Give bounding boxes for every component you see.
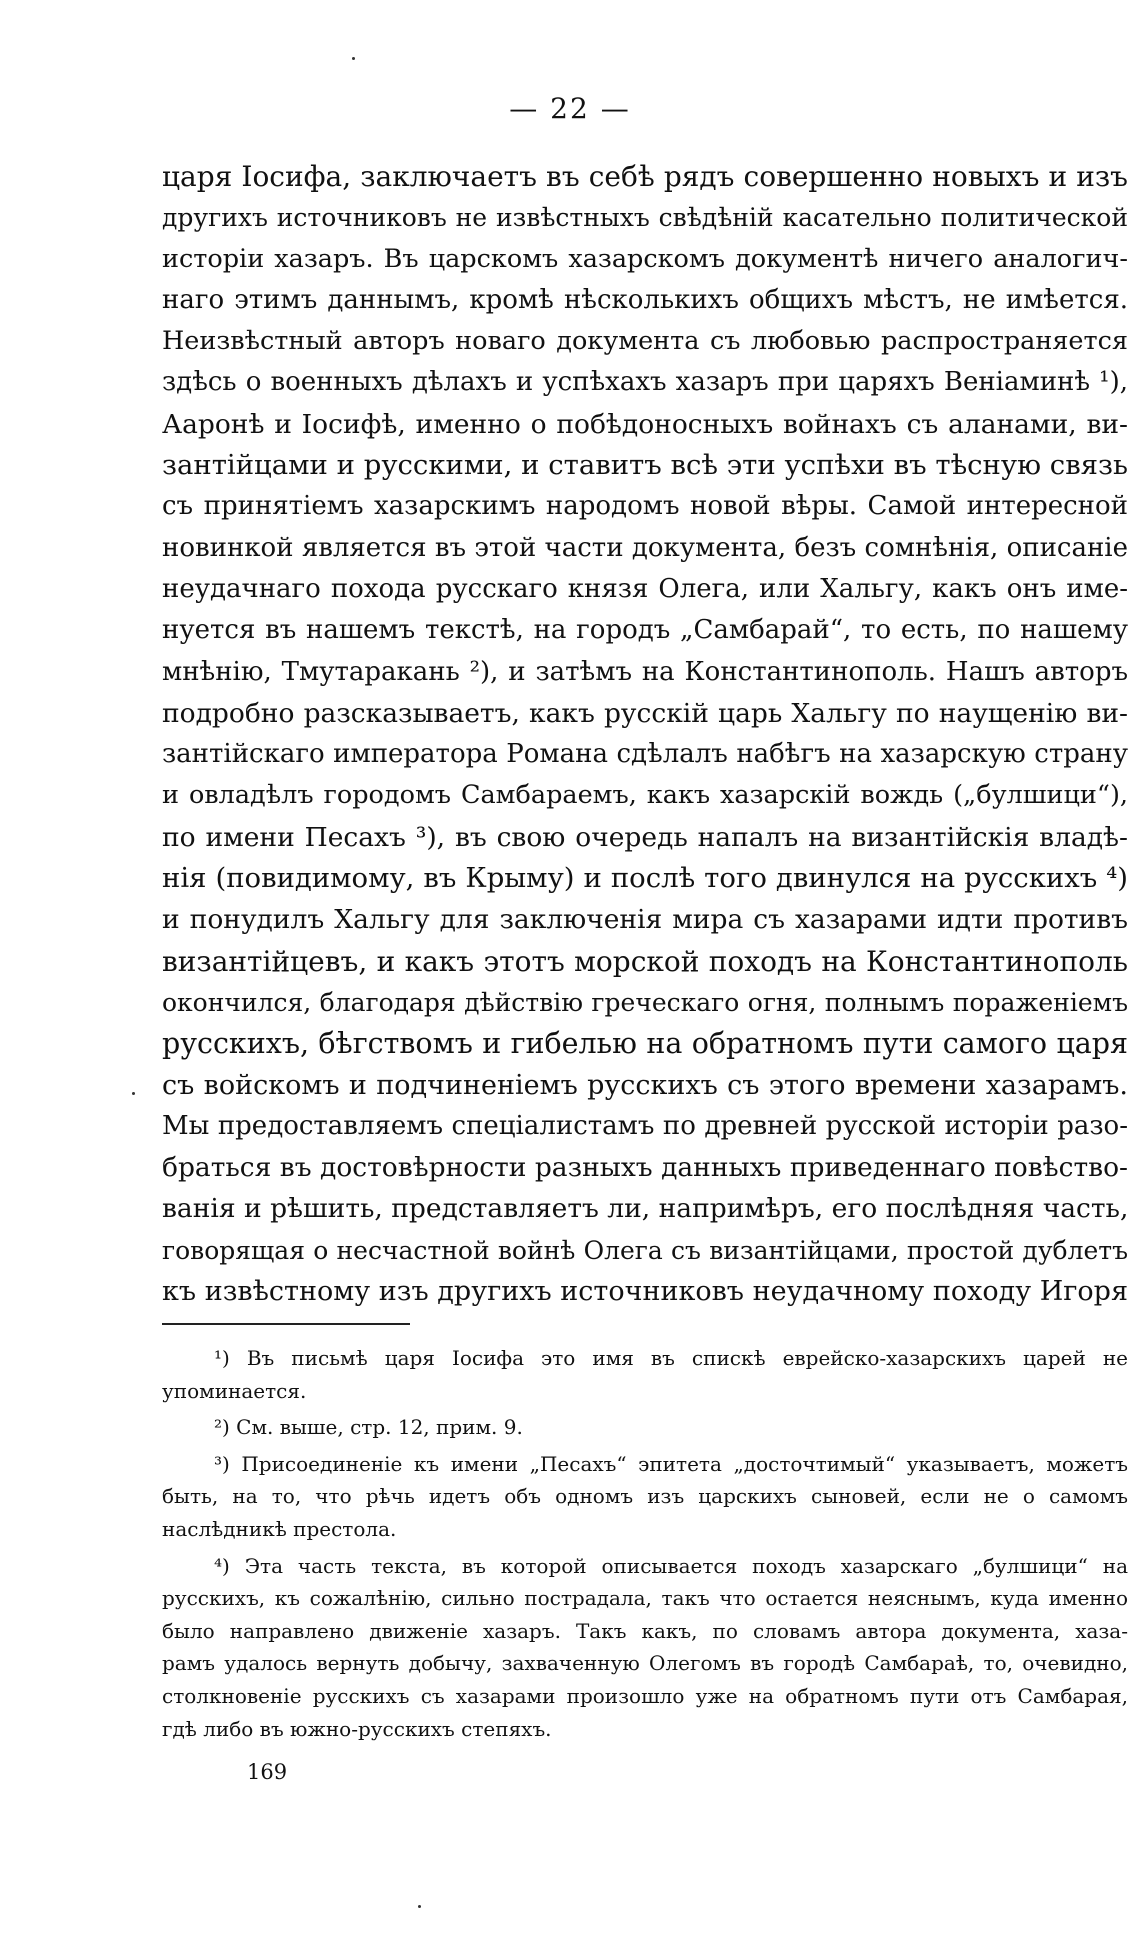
body-line: Ааронѣ и Іосифѣ, именно о побѣдоносныхъ войнахъ съ аланами, ви- — [162, 408, 1128, 440]
body-line: неудачнаго похода русскаго князя Олега, или Хальгу, какъ онъ име- — [162, 573, 1128, 604]
body-line: нуется въ нашемъ текстѣ, на городъ „Самбарай“, то есть, по нашему — [162, 615, 1128, 646]
body-line: исторіи хазаръ. Въ царскомъ хазарскомъ документѣ ничего аналогич- — [162, 243, 1128, 274]
footnote-line: столкновеніе русскихъ съ хазарами произошло уже на обратномъ пути отъ Самбарая, — [162, 1683, 1128, 1708]
body-line: царя Іосифа, заключаетъ въ себѣ рядъ совершенно новыхъ и изъ — [162, 160, 1128, 193]
body-line: новинкой является въ этой части документа, безъ сомнѣнія, описаніе — [162, 532, 1128, 563]
footnote-line: наслѣдникѣ престола. — [162, 1516, 397, 1541]
body-text — [162, 156, 1128, 1312]
body-line: зантійцами и русскими, и ставитъ всѣ эти успѣхи въ тѣсную связь — [162, 449, 1128, 482]
body-line: наго этимъ даннымъ, кромѣ нѣсколькихъ общихъ мѣстъ, не имѣется. — [162, 284, 1128, 315]
body-line: окончился, благодаря дѣйствію греческаго огня, полнымъ пораженіемъ — [162, 987, 1128, 1017]
footnote-line: ⁴) Эта часть текста, въ которой описывается походъ хазарскаго „булшици“ на — [214, 1553, 1128, 1578]
footnote-line: рамъ удалось вернуть добычу, захваченную Олегомъ въ городѣ Самбараѣ, то, очевидно, — [162, 1651, 1128, 1676]
footnotes — [162, 1342, 1128, 1749]
body-line: браться въ достовѣрности разныхъ данныхъ приведеннаго повѣство- — [162, 1152, 1128, 1184]
footnote-line: ¹) Въ письмѣ царя Іосифа это имя въ спискѣ еврейско-хазарскихъ царей не — [214, 1346, 1128, 1370]
body-line: съ войскомъ и подчиненіемъ русскихъ съ этого времени хазарамъ. — [162, 1069, 1128, 1101]
footnote-line: ²) См. выше, стр. 12, прим. 9. — [214, 1415, 523, 1440]
footnote-line: гдѣ либо въ южно-русскихъ степяхъ. — [162, 1716, 552, 1741]
body-line: по имени Песахъ ³), въ свою очередь напалъ на византійскія владѣ- — [162, 821, 1128, 853]
body-line: мнѣнію, Тмутаракань ²), и затѣмъ на Константинополь. Нашъ авторъ — [162, 656, 1128, 687]
footnote-line: русскихъ, къ сожалѣнію, сильно пострадала, такъ что остается неяснымъ, куда именно — [162, 1586, 1128, 1611]
footnote — [162, 1342, 1128, 1407]
footnote-line: быть, на то, что рѣчь идетъ объ одномъ изъ царскихъ сыновей, если не о самомъ — [162, 1484, 1128, 1509]
body-line: русскихъ, бѣгствомъ и гибелью на обратномъ пути самого царя — [162, 1027, 1128, 1061]
body-line: зантійскаго императора Романа сдѣлалъ набѣгъ на хазарскую страну — [162, 739, 1128, 770]
footnote — [162, 1448, 1128, 1546]
footnote — [162, 1411, 1128, 1444]
body-line: нія (повидимому, въ Крыму) и послѣ того двинулся на русскихъ ⁴) — [162, 862, 1128, 895]
footnote-line: упоминается. — [162, 1378, 307, 1403]
printer-signature-mark: 169 — [247, 1760, 288, 1784]
body-line: Мы предоставляемъ спеціалистамъ по древней русской исторіи разо- — [162, 1110, 1128, 1141]
footnote — [162, 1550, 1128, 1746]
footnote-line: ³) Присоединеніе къ имени „Песахъ“ эпитета „досточтимый“ указываетъ, можетъ — [214, 1451, 1128, 1476]
body-line: Неизвѣстный авторъ новаго документа съ любовью распространяется — [162, 326, 1128, 357]
print-speck — [132, 1092, 135, 1095]
body-line: византійцевъ, и какъ этотъ морской походъ на Константинополь — [162, 944, 1128, 978]
body-line: здѣсь о военныхъ дѣлахъ и успѣхахъ хазаръ при царяхъ Веніаминѣ ¹), — [162, 367, 1128, 398]
body-line: и овладѣлъ городомъ Самбараемъ, какъ хазарскій вождь („булшици“), — [162, 780, 1128, 811]
body-line: говорящая о несчастной войнѣ Олега съ византійцами, простой дублетъ — [162, 1235, 1128, 1265]
page-number: — 22 — — [509, 92, 631, 125]
footnote-separator — [162, 1323, 410, 1325]
body-line: ванія и рѣшить, представляетъ ли, напримѣръ, его послѣдняя часть, — [162, 1193, 1128, 1225]
footnote-line: было направлено движеніе хазаръ. Такъ какъ, по словамъ автора документа, хаза- — [162, 1618, 1128, 1643]
body-line: подробно разсказываетъ, какъ русскій царь Хальгу по наущенію ви- — [162, 697, 1128, 729]
print-speck — [418, 1905, 421, 1908]
print-speck — [352, 57, 355, 60]
body-line: другихъ источниковъ не извѣстныхъ свѣдѣній касательно политической — [162, 203, 1128, 233]
body-line: къ извѣстному изъ другихъ источниковъ неудачному походу Игоря — [162, 1276, 1128, 1308]
body-line: съ принятіемъ хазарскимъ народомъ новой вѣры. Самой интересной — [162, 491, 1128, 522]
body-line: и понудилъ Хальгу для заключенія мира съ хазарами идти противъ — [162, 904, 1128, 936]
